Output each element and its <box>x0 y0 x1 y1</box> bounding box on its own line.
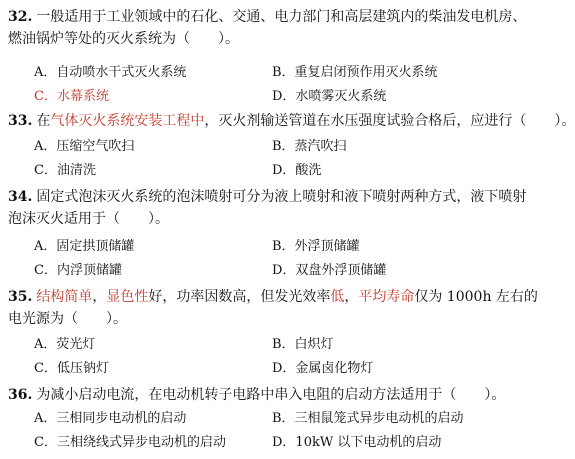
stem-line-2: 泡沫灭火适用于（ ）。 <box>8 211 169 227</box>
stem-highlight-4: 平均寿命 <box>358 289 415 305</box>
question-stem <box>8 286 538 327</box>
question-number: 32. <box>8 9 33 25</box>
stem-highlight-1: 结构简单 <box>36 289 93 305</box>
stem-part: 仅为 1000h 左右的 <box>414 289 538 305</box>
option-b: B．三相鼠笼式异步电动机的启动 <box>272 411 464 426</box>
stem-highlight: 气体灭火系统安装工程中 <box>50 113 205 129</box>
question-stem <box>8 186 527 227</box>
stem-line-2: 电光源为（ ）。 <box>8 311 127 327</box>
option-a: A．三相同步电动机的启动 <box>34 411 187 426</box>
question-number: 35. <box>8 289 33 305</box>
option-d: D．酸洗 <box>272 163 322 178</box>
question-number: 33. <box>8 113 33 129</box>
stem-part: 好，功率因数高，但发光效率 <box>148 289 331 305</box>
question-stem <box>8 6 527 47</box>
question-stem <box>8 384 513 406</box>
stem-line-1: 一般适用于工业领域中的石化、交通、电力部门和高层建筑内的柴油发电机房、 <box>36 9 527 25</box>
option-c: C．低压钠灯 <box>34 361 109 376</box>
option-d: D．金属卤化物灯 <box>272 361 374 376</box>
option-d-text: D．水喷雾灭火系统 <box>272 89 387 104</box>
stem-line-1: 固定式泡沫灭火系统的泡沫喷射可分为液上喷射和液下喷射两种方式，液下喷射 <box>36 189 527 205</box>
stem-part: ， <box>92 289 107 305</box>
option-d <box>272 88 386 106</box>
stem-line-1: 为减小启动电流，在电动机转子电路中串入电阻的启动方法适用于（ ）。 <box>36 387 506 403</box>
option-a: A．固定拱顶储罐 <box>34 239 135 254</box>
stem-part: ， <box>344 289 359 305</box>
option-c: C．三相绕线式异步电动机的启动 <box>34 435 226 450</box>
stem-highlight-3: 低 <box>330 289 345 305</box>
option-c <box>34 88 109 106</box>
option-c: C．内浮顶储罐 <box>34 263 122 278</box>
question-number: 36. <box>8 387 33 403</box>
option-c: C．油清洗 <box>34 163 96 178</box>
option-d: D．双盘外浮顶储罐 <box>272 263 387 278</box>
stem-post: ，灭火剂输送管道在水压强度试验合格后，应进行（ ）。 <box>204 113 575 129</box>
option-a: A．荧光灯 <box>34 337 96 352</box>
question-number: 34. <box>8 189 33 205</box>
option-b: B．蒸汽吹扫 <box>272 139 347 154</box>
question-stem <box>8 110 575 132</box>
option-a: A．压缩空气吹扫 <box>34 139 135 154</box>
option-d: D．10kW 以下电动机的启动 <box>272 435 442 450</box>
stem-pre: 在 <box>36 113 51 129</box>
stem-highlight-2: 显色性 <box>106 289 149 305</box>
option-b: B．白炽灯 <box>272 337 334 352</box>
option-b: B．外浮顶储罐 <box>272 239 360 254</box>
stem-line-2: 燃油锅炉等处的灭火系统为（ ）。 <box>8 31 239 47</box>
option-a: A．自动喷水干式灭火系统 <box>34 65 187 80</box>
option-b: B．重复启闭预作用灭火系统 <box>272 65 438 80</box>
option-c-text: C．水幕系统 <box>34 89 109 104</box>
